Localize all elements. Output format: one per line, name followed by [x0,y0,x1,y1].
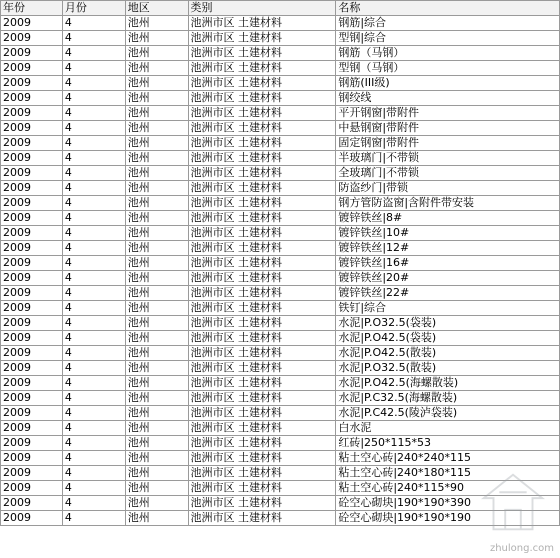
cell-month[interactable]: 4 [62,391,125,406]
cell-region[interactable]: 池州 [125,286,188,301]
cell-month[interactable]: 4 [62,286,125,301]
cell-month[interactable]: 4 [62,121,125,136]
cell-name[interactable]: 全玻璃门|不带锁 [336,166,560,181]
cell-region[interactable]: 池州 [125,436,188,451]
cell-year[interactable]: 2009 [1,16,63,31]
cell-category[interactable]: 池洲市区 土建材料 [188,181,336,196]
cell-year[interactable]: 2009 [1,61,63,76]
table-row [1,121,560,136]
cell-category[interactable]: 池洲市区 土建材料 [188,226,336,241]
cell-year[interactable]: 2009 [1,376,63,391]
cell-category[interactable]: 池洲市区 土建材料 [188,61,336,76]
cell-region[interactable]: 池州 [125,226,188,241]
cell-name[interactable]: 半玻璃门|不带锁 [336,151,560,166]
cell-year[interactable]: 2009 [1,166,63,181]
cell-category[interactable]: 池洲市区 土建材料 [188,391,336,406]
cell-month[interactable]: 4 [62,466,125,481]
cell-year[interactable]: 2009 [1,331,63,346]
cell-region[interactable]: 池州 [125,481,188,496]
cell-year[interactable]: 2009 [1,181,63,196]
cell-year[interactable]: 2009 [1,106,63,121]
cell-region[interactable]: 池州 [125,121,188,136]
cell-name[interactable]: 水泥|P.C42.5(陵泸袋装) [336,406,560,421]
header-row [1,1,560,16]
table-row [1,136,560,151]
cell-region[interactable]: 池州 [125,136,188,151]
header-cell-month[interactable]: 月份 [62,1,125,16]
cell-region[interactable]: 池州 [125,76,188,91]
cell-category[interactable]: 池洲市区 土建材料 [188,421,336,436]
cell-month[interactable]: 4 [62,376,125,391]
table-row [1,166,560,181]
cell-month[interactable]: 4 [62,211,125,226]
cell-year[interactable]: 2009 [1,436,63,451]
cell-month[interactable]: 4 [62,421,125,436]
cell-month[interactable]: 4 [62,226,125,241]
cell-region[interactable]: 池州 [125,211,188,226]
cell-category[interactable]: 池洲市区 土建材料 [188,166,336,181]
cell-name[interactable]: 红砖|250*115*53 [336,436,560,451]
cell-month[interactable]: 4 [62,301,125,316]
watermark-text: zhulong.com [489,543,554,554]
cell-year[interactable]: 2009 [1,451,63,466]
cell-name[interactable]: 粘土空心砖|240*240*115 [336,451,560,466]
cell-year[interactable]: 2009 [1,481,63,496]
cell-month[interactable]: 4 [62,136,125,151]
cell-category[interactable]: 池洲市区 土建材料 [188,91,336,106]
table-row [1,241,560,256]
cell-month[interactable]: 4 [62,346,125,361]
cell-month[interactable]: 4 [62,46,125,61]
cell-category[interactable]: 池洲市区 土建材料 [188,31,336,46]
cell-region[interactable]: 池州 [125,391,188,406]
cell-name[interactable]: 水泥|P.O42.5(海螺散装) [336,376,560,391]
cell-region[interactable]: 池州 [125,91,188,106]
table-row [1,361,560,376]
cell-name[interactable]: 白水泥 [336,421,560,436]
table-row [1,61,560,76]
cell-region[interactable]: 池州 [125,271,188,286]
cell-year[interactable]: 2009 [1,286,63,301]
cell-category[interactable]: 池洲市区 土建材料 [188,301,336,316]
cell-category[interactable]: 池洲市区 土建材料 [188,151,336,166]
cell-year[interactable]: 2009 [1,421,63,436]
building-logo-watermark-icon [474,468,552,538]
cell-category[interactable]: 池洲市区 土建材料 [188,46,336,61]
cell-month[interactable]: 4 [62,496,125,511]
cell-region[interactable]: 池州 [125,451,188,466]
table-row [1,436,560,451]
table-row [1,376,560,391]
cell-year[interactable]: 2009 [1,31,63,46]
cell-name[interactable]: 平开钢窗|带附件 [336,106,560,121]
cell-name[interactable]: 水泥|P.O32.5(散装) [336,361,560,376]
cell-year[interactable]: 2009 [1,496,63,511]
cell-region[interactable]: 池州 [125,241,188,256]
cell-year[interactable]: 2009 [1,361,63,376]
cell-category[interactable]: 池洲市区 土建材料 [188,346,336,361]
cell-region[interactable]: 池州 [125,316,188,331]
cell-year[interactable]: 2009 [1,391,63,406]
cell-month[interactable]: 4 [62,16,125,31]
cell-year[interactable]: 2009 [1,511,63,526]
cell-region[interactable]: 池州 [125,406,188,421]
cell-month[interactable]: 4 [62,241,125,256]
cell-month[interactable]: 4 [62,451,125,466]
cell-name[interactable]: 镀锌铁丝|12# [336,241,560,256]
header-cell-year[interactable]: 年份 [1,1,63,16]
cell-region[interactable]: 池州 [125,511,188,526]
cell-name[interactable]: 防盗纱门|带锁 [336,181,560,196]
cell-category[interactable]: 池洲市区 土建材料 [188,451,336,466]
cell-category[interactable]: 池洲市区 土建材料 [188,121,336,136]
cell-category[interactable]: 池洲市区 土建材料 [188,106,336,121]
table-row [1,211,560,226]
cell-month[interactable]: 4 [62,481,125,496]
cell-month[interactable]: 4 [62,31,125,46]
cell-region[interactable]: 池州 [125,346,188,361]
cell-name[interactable]: 钢方管防盗窗|含附件带安装 [336,196,560,211]
cell-month[interactable]: 4 [62,91,125,106]
cell-name[interactable]: 固定钢窗|带附件 [336,136,560,151]
cell-month[interactable]: 4 [62,181,125,196]
cell-category[interactable]: 池洲市区 土建材料 [188,16,336,31]
cell-category[interactable]: 池洲市区 土建材料 [188,316,336,331]
table-row [1,346,560,361]
cell-name[interactable]: 水泥|P.O42.5(散装) [336,346,560,361]
cell-category[interactable]: 池洲市区 土建材料 [188,496,336,511]
cell-year[interactable]: 2009 [1,211,63,226]
cell-year[interactable]: 2009 [1,256,63,271]
cell-name[interactable]: 中悬钢窗|带附件 [336,121,560,136]
cell-category[interactable]: 池洲市区 土建材料 [188,361,336,376]
header-cell-category[interactable]: 类别 [188,1,336,16]
cell-name[interactable]: 钢绞线 [336,91,560,106]
table-row [1,331,560,346]
cell-year[interactable]: 2009 [1,136,63,151]
cell-category[interactable]: 池洲市区 土建材料 [188,481,336,496]
cell-year[interactable]: 2009 [1,301,63,316]
cell-region[interactable]: 池州 [125,196,188,211]
table-row [1,271,560,286]
cell-category[interactable]: 池洲市区 土建材料 [188,331,336,346]
cell-region[interactable]: 池州 [125,31,188,46]
cell-year[interactable]: 2009 [1,121,63,136]
cell-year[interactable]: 2009 [1,346,63,361]
cell-category[interactable]: 池洲市区 土建材料 [188,286,336,301]
cell-region[interactable]: 池州 [125,181,188,196]
table-row [1,151,560,166]
cell-region[interactable]: 池州 [125,256,188,271]
cell-month[interactable]: 4 [62,151,125,166]
cell-month[interactable]: 4 [62,166,125,181]
table-row [1,256,560,271]
cell-category[interactable]: 池洲市区 土建材料 [188,271,336,286]
cell-month[interactable]: 4 [62,271,125,286]
cell-region[interactable]: 池州 [125,166,188,181]
cell-category[interactable]: 池洲市区 土建材料 [188,196,336,211]
cell-region[interactable]: 池州 [125,496,188,511]
cell-category[interactable]: 池洲市区 土建材料 [188,256,336,271]
header-cell-name[interactable]: 名称 [336,1,560,16]
cell-year[interactable]: 2009 [1,271,63,286]
cell-month[interactable]: 4 [62,196,125,211]
cell-category[interactable]: 池洲市区 土建材料 [188,466,336,481]
cell-year[interactable]: 2009 [1,151,63,166]
cell-region[interactable]: 池州 [125,421,188,436]
cell-year[interactable]: 2009 [1,316,63,331]
cell-name[interactable]: 粘土空心砖|240*180*115 [336,466,560,481]
cell-name[interactable]: 钢筋（马钢） [336,46,560,61]
table-row [1,91,560,106]
cell-region[interactable]: 池州 [125,46,188,61]
cell-region[interactable]: 池州 [125,16,188,31]
cell-year[interactable]: 2009 [1,466,63,481]
cell-year[interactable]: 2009 [1,406,63,421]
cell-year[interactable]: 2009 [1,76,63,91]
cell-name[interactable]: 水泥|P.C32.5(海螺散装) [336,391,560,406]
cell-name[interactable]: 砼空心砌块|190*190*390 [336,496,560,511]
table-row [1,301,560,316]
cell-month[interactable]: 4 [62,511,125,526]
cell-region[interactable]: 池州 [125,151,188,166]
table-row [1,46,560,61]
cell-category[interactable]: 池洲市区 土建材料 [188,76,336,91]
cell-name[interactable]: 水泥|P.O32.5(袋装) [336,316,560,331]
cell-name[interactable]: 镀锌铁丝|16# [336,256,560,271]
cell-name[interactable]: 水泥|P.O42.5(袋装) [336,331,560,346]
cell-month[interactable]: 4 [62,76,125,91]
cell-category[interactable]: 池洲市区 土建材料 [188,136,336,151]
cell-year[interactable]: 2009 [1,196,63,211]
cell-year[interactable]: 2009 [1,241,63,256]
table-row [1,226,560,241]
cell-category[interactable]: 池洲市区 土建材料 [188,406,336,421]
cell-name[interactable]: 钢筋|综合 [336,16,560,31]
cell-name[interactable]: 型钢（马钢） [336,61,560,76]
table-row [1,286,560,301]
table-row [1,406,560,421]
cell-name[interactable]: 镀锌铁丝|8# [336,211,560,226]
table-row [1,31,560,46]
table-row [1,16,560,31]
table-row [1,316,560,331]
cell-month[interactable]: 4 [62,361,125,376]
cell-month[interactable]: 4 [62,61,125,76]
cell-name[interactable]: 钢筋(III级) [336,76,560,91]
cell-month[interactable]: 4 [62,256,125,271]
cell-month[interactable]: 4 [62,106,125,121]
cell-region[interactable]: 池州 [125,331,188,346]
cell-category[interactable]: 池洲市区 土建材料 [188,241,336,256]
cell-name[interactable]: 型钢|综合 [336,31,560,46]
cell-year[interactable]: 2009 [1,46,63,61]
cell-name[interactable]: 铁钉|综合 [336,301,560,316]
table-row [1,76,560,91]
cell-name[interactable]: 砼空心砌块|190*190*190 [336,511,560,526]
cell-region[interactable]: 池州 [125,301,188,316]
cell-name[interactable]: 镀锌铁丝|20# [336,271,560,286]
cell-region[interactable]: 池州 [125,61,188,76]
cell-name[interactable]: 镀锌铁丝|22# [336,286,560,301]
cell-year[interactable]: 2009 [1,91,63,106]
cell-name[interactable]: 粘土空心砖|240*115*90 [336,481,560,496]
cell-region[interactable]: 池州 [125,376,188,391]
cell-month[interactable]: 4 [62,316,125,331]
table-row [1,391,560,406]
header-cell-region[interactable]: 地区 [125,1,188,16]
table-row [1,421,560,436]
cell-month[interactable]: 4 [62,436,125,451]
cell-category[interactable]: 池洲市区 土建材料 [188,436,336,451]
table-row [1,451,560,466]
cell-month[interactable]: 4 [62,331,125,346]
table-row [1,106,560,121]
cell-category[interactable]: 池洲市区 土建材料 [188,376,336,391]
cell-category[interactable]: 池洲市区 土建材料 [188,511,336,526]
cell-month[interactable]: 4 [62,406,125,421]
cell-name[interactable]: 镀锌铁丝|10# [336,226,560,241]
cell-region[interactable]: 池州 [125,466,188,481]
cell-year[interactable]: 2009 [1,226,63,241]
cell-region[interactable]: 池州 [125,361,188,376]
table-row [1,181,560,196]
table-row [1,196,560,211]
cell-category[interactable]: 池洲市区 土建材料 [188,211,336,226]
cell-region[interactable]: 池州 [125,106,188,121]
